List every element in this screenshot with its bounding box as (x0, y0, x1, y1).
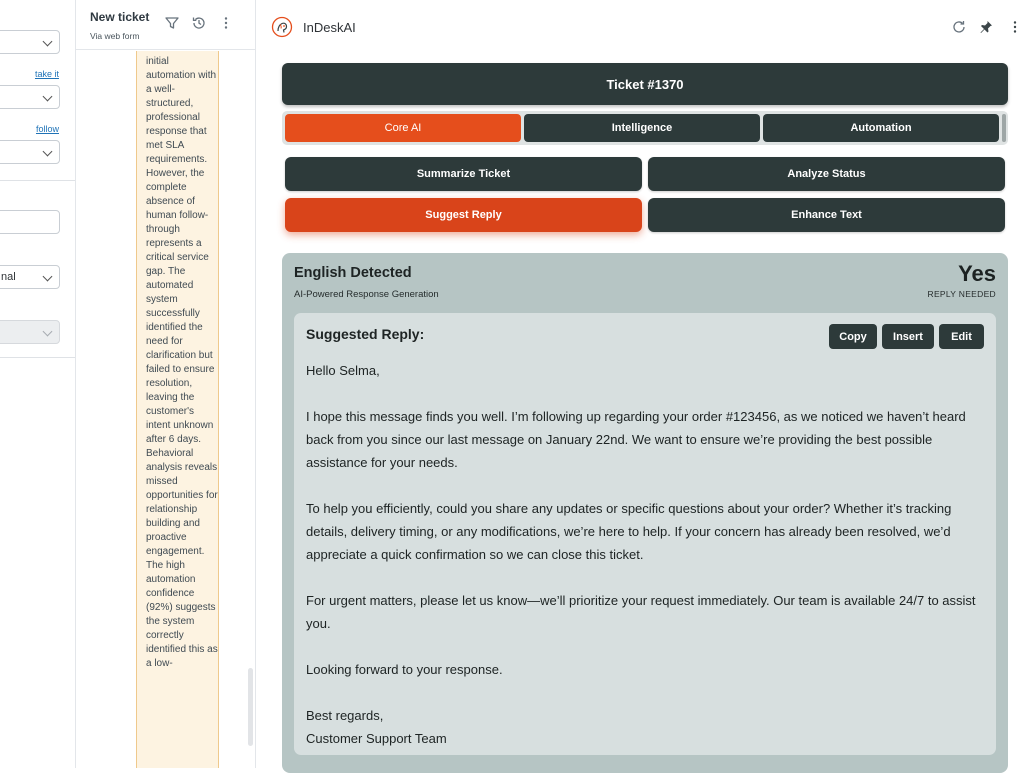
reply-needed-value: Yes (958, 261, 996, 286)
chevron-down-icon (43, 327, 53, 337)
divider (0, 357, 76, 358)
app-header (257, 0, 1024, 56)
internal-note-text: initial automation with a well-structured, professional response that met SLA requirements. However, the complete absence of human follow-through represents a critical service gap. The automated system successfully identified the need for clarification but failed to ensure resolution, leaving the customer's intent unknown after 6 days. Behavioral analysis reveals missed opportunities for relationship building and proactive engagement. The high automation confidence (92%) suggests the system correctly identified this as a low- (146, 56, 218, 669)
reply-signature: Customer Support Team (306, 731, 447, 746)
refresh-icon[interactable] (951, 19, 967, 35)
reply-greeting: Hello Selma, (306, 363, 380, 378)
tab-scrollbar[interactable] (1002, 114, 1006, 142)
scrollbar-thumb[interactable] (248, 668, 253, 746)
chevron-down-icon (43, 272, 53, 282)
internal-note (136, 51, 219, 768)
priority-select (0, 320, 60, 344)
reply-signoff: Best regards, (306, 708, 384, 723)
tab-core-ai[interactable]: Core AI (285, 114, 521, 142)
type-select[interactable] (0, 265, 60, 289)
chevron-down-icon (43, 147, 53, 157)
edit-button[interactable]: Edit (939, 324, 984, 349)
tab-automation[interactable]: Automation (763, 114, 999, 142)
insert-button[interactable]: Insert (882, 324, 934, 349)
reply-result-card (282, 253, 1008, 773)
suggested-reply-title: Suggested Reply: (306, 326, 425, 342)
indeskai-app-panel (257, 0, 1024, 768)
analyze-status-button[interactable]: Analyze Status (648, 157, 1005, 191)
copy-button[interactable]: Copy (829, 324, 877, 349)
reply-paragraph: Looking forward to your response. (306, 662, 503, 677)
ticket-title: New ticket (90, 10, 150, 24)
ticket-number-banner: Ticket #1370 (282, 63, 1008, 105)
enhance-text-button[interactable]: Enhance Text (648, 198, 1005, 232)
suggest-reply-button[interactable]: Suggest Reply (285, 198, 642, 232)
follow-link[interactable]: follow (35, 124, 59, 134)
ticket-conversation-column (76, 0, 256, 768)
summarize-ticket-button[interactable]: Summarize Ticket (285, 157, 642, 191)
assignee-select[interactable] (0, 85, 60, 109)
suggested-reply-box (294, 313, 996, 755)
app-name: InDeskAI (303, 20, 356, 35)
history-icon[interactable] (191, 15, 207, 31)
pin-icon[interactable] (978, 19, 994, 35)
tab-intelligence[interactable]: Intelligence (524, 114, 760, 142)
tab-bar (282, 111, 1008, 145)
take-it-link[interactable]: take it (34, 69, 59, 79)
filter-icon[interactable] (164, 15, 180, 31)
type-select-value: nal (1, 271, 16, 283)
ticket-fields-pane (0, 0, 76, 768)
more-vertical-icon[interactable] (1007, 19, 1023, 35)
chevron-down-icon (43, 92, 53, 102)
indeskai-logo-icon (271, 16, 293, 38)
result-subtitle: AI-Powered Response Generation (294, 289, 439, 300)
field-select[interactable] (0, 30, 60, 54)
followers-select[interactable] (0, 140, 60, 164)
reply-needed-label: REPLY NEEDED (927, 289, 996, 299)
more-vertical-icon[interactable] (218, 15, 234, 31)
ticket-channel: Via web form (90, 31, 140, 41)
tags-input[interactable] (0, 210, 60, 234)
ticket-header (76, 0, 256, 50)
reply-paragraph: I hope this message finds you well. I’m following up regarding your order #123456, as we noticed we haven’t heard back from you since our last message on January 22nd. We want to ensure we’re providing the best possible assistance for your needs. (306, 409, 966, 470)
language-detected: English Detected (294, 265, 412, 281)
reply-paragraph: To help you efficiently, could you share any updates or specific questions about your order? Whether it’s tracking details, delivery timing, or any modifications, we’re here to help. If your concern has already been resolved, we’d appreciate a quick confirmation so we can close this ticket. (306, 501, 952, 562)
reply-paragraph: For urgent matters, please let us know—we’ll prioritize your request immediately. Our team is available 24/7 to assist you. (306, 593, 976, 631)
divider (0, 180, 76, 181)
suggested-reply-text (306, 359, 986, 750)
chevron-down-icon (43, 37, 53, 47)
